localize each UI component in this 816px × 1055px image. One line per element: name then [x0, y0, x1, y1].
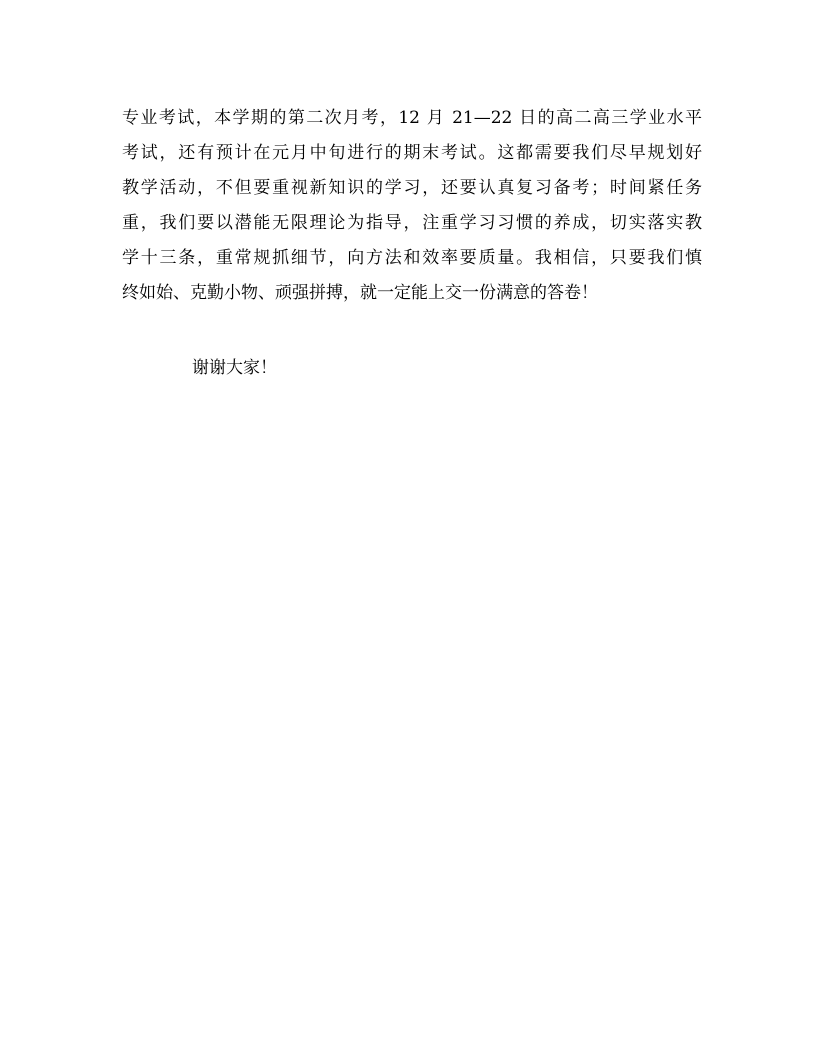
- paragraph-line: 考试，还有预计在元月中旬进行的期末考试。这都需要我们尽早规划好: [122, 143, 702, 163]
- paragraph-line-last: 终如始、克勤小物、顽强拼搏，就一定能上交一份满意的答卷！: [122, 283, 598, 303]
- paragraph-line: 重，我们要以潜能无限理论为指导，注重学习习惯的养成，切实落实教: [122, 213, 702, 233]
- paragraph-line: 学十三条，重常规抓细节，向方法和效率要质量。我相信，只要我们慎: [122, 248, 702, 268]
- closing-remark: 谢谢大家！: [192, 358, 277, 378]
- paragraph-line: 专业考试，本学期的第二次月考，12 月 21—22 日的高二高三学业水平: [122, 108, 702, 128]
- paragraph-line: 教学活动，不但要重视新知识的学习，还要认真复习备考；时间紧任务: [122, 178, 702, 198]
- speech-paragraph: [122, 101, 702, 311]
